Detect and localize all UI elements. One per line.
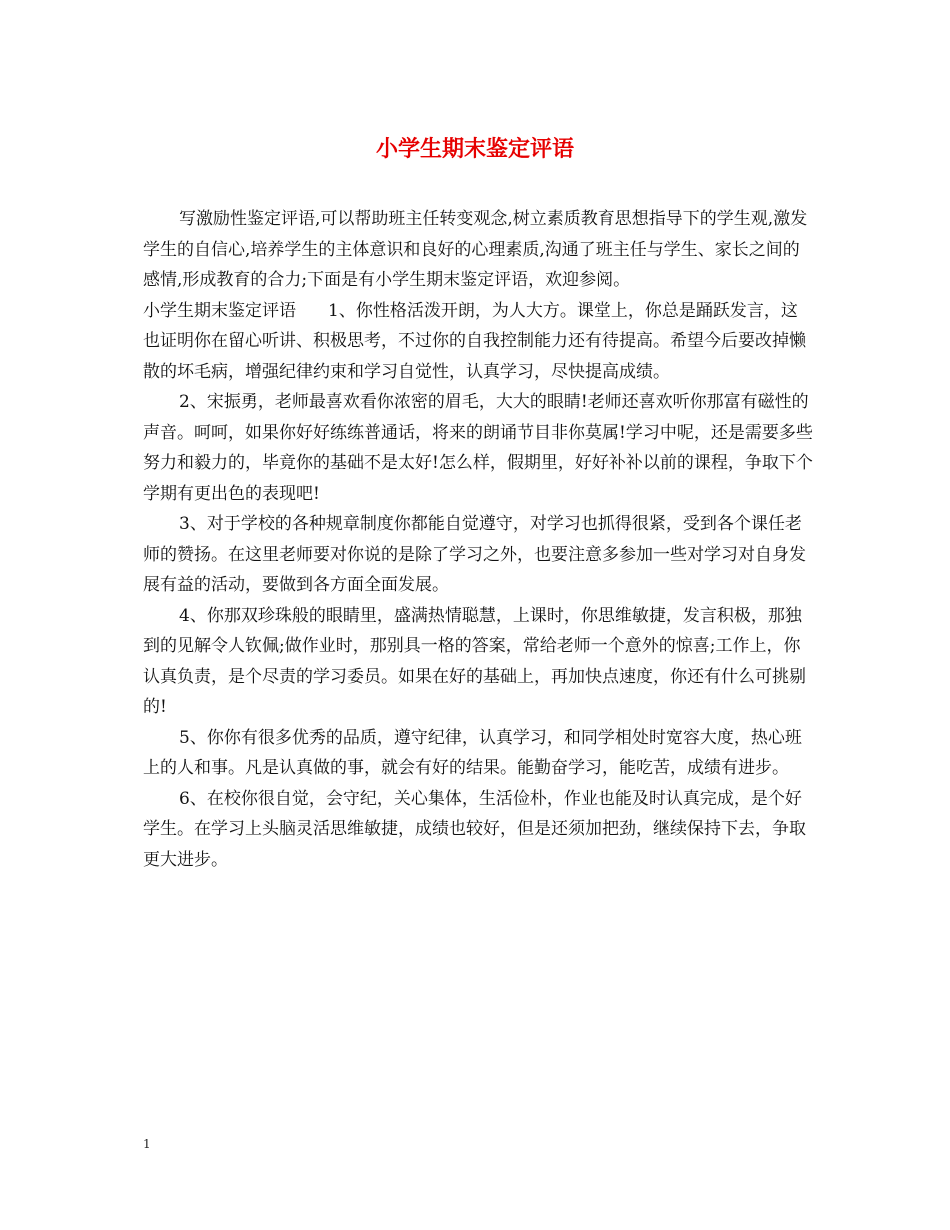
document-title: 小学生期末鉴定评语 (375, 136, 574, 162)
document-body (143, 204, 813, 875)
comment-paragraph-5: 5、你你有很多优秀的品质，遵守纪律，认真学习，和同学相处时宽容大度，热心班上的人和事。凡是认真做的事，就会有好的结果。能勤奋学习，能吃苦，成绩有进步。 (143, 727, 802, 778)
intro-paragraph: 写激励性鉴定评语,可以帮助班主任转变观念,树立素质教育思想指导下的学生观,激发学生的自信心,培养学生的主体意识和良好的心理素质,沟通了班主任与学生、家长之间的感情,形成教育的合力;下面是有小学生期末鉴定评语，欢迎参阅。 (143, 209, 808, 290)
page-number: 1 (143, 1137, 151, 1151)
comment-text-1: 1、你性格活泼开朗，为人大方。课堂上，你总是踊跃发言，这也证明你在留心听讲、积极思考，不过你的自我控制能力还有待提高。希望今后要改掉懒散的坏毛病，增强纪律约束和学习自觉性，认真学习，尽快提高成绩。 (143, 300, 806, 382)
comment-paragraph-1 (143, 296, 813, 388)
comment-paragraph-3: 3、对于学校的各种规章制度你都能自觉遵守，对学习也抓得很紧，受到各个课任老师的赞扬。在这里老师要对你说的是除了学习之外，也要注意多参加一些对学习对自身发展有益的活动，要做到各方面全面发展。 (143, 514, 806, 595)
comment-paragraph-6: 6、在校你很自觉，会守纪，关心集体，生活俭朴，作业也能及时认真完成，是个好学生。在学习上头脑灵活思维敏捷，成绩也较好，但是还须加把劲，继续保持下去，争取更大进步。 (143, 788, 806, 870)
comment-paragraph-2: 2、宋振勇，老师最喜欢看你浓密的眉毛，大大的眼睛!老师还喜欢听你那富有磁性的声音。呵呵，如果你好好练练普通话，将来的朗诵节目非你莫属!学习中呢，还是需要多些努力和毅力的，毕竟你的基础不是太好!怎么样，假期里，好好补补以前的课程，争取下个学期有更出色的表现吧! (143, 392, 813, 504)
section-heading: 小学生期末鉴定评语 (143, 300, 296, 321)
comment-paragraph-4: 4、你那双珍珠般的眼睛里，盛满热情聪慧，上课时，你思维敏捷，发言积极，那独到的见解令人钦佩;做作业时，那别具一格的答案，常给老师一个意外的惊喜;工作上，你认真负责，是个尽责的学习委员。如果在好的基础上，再加快点速度，你还有什么可挑剔的! (143, 605, 806, 717)
